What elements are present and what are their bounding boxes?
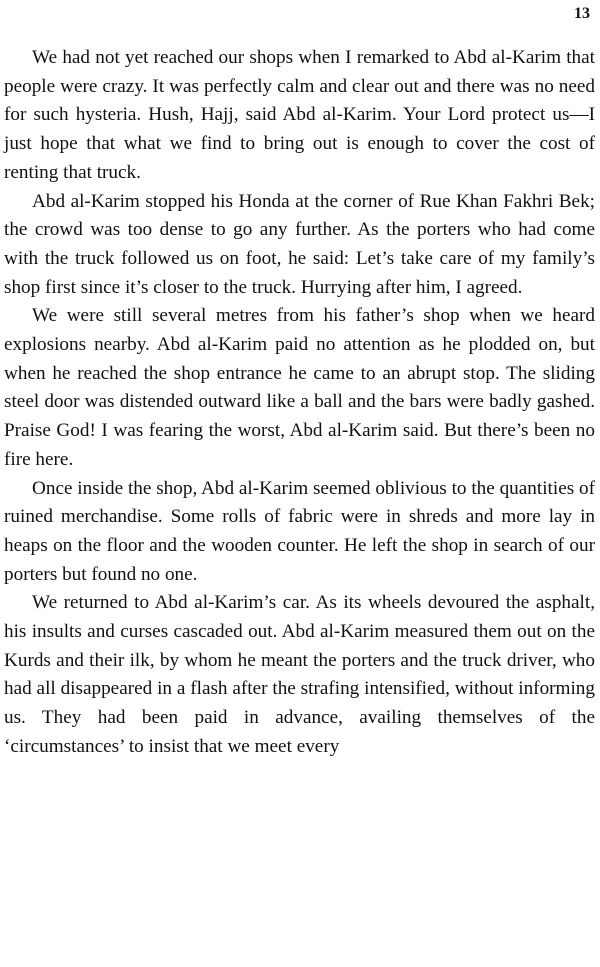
- paragraph-3: We were still several metres from his father’s shop when we heard explosions nearby. Abd al-Karim paid no attention as he plodded on, but when he reached the shop entrance he came to an abrupt stop. The sliding steel door was distended outward like a ball and the bars were badly gashed. Praise God! I was fearing the worst, Abd al-Karim said. But there’s been no fire here.: [4, 305, 595, 470]
- paragraph-4: Once inside the shop, Abd al-Karim seemed oblivious to the quantities of ruined merchandise. Some rolls of fabric were in shreds and more lay in heaps on the floor and the wooden counter. He left the shop in search of our porters but found no one.: [4, 477, 595, 585]
- paragraph-5: We returned to Abd al-Karim’s car. As its wheels devoured the asphalt, his insults and curses cascaded out. Abd al-Karim measured them out on the Kurds and their ilk, by whom he meant the porters and the truck driver, who had all disappeared in a flash after the strafing intensified, without informing us. They had been paid in advance, availing themselves of the ‘circumstances’ to insist that we meet every: [4, 592, 595, 757]
- paragraph-1: We had not yet reached our shops when I remarked to Abd al-Karim that people were crazy. It was perfectly calm and clear out and there was no need for such hysteria. Hush, Hajj, said Abd al-Karim. Your Lord protect us—I just hope that what we find to bring out is enough to cover the cost of renting that truck.: [4, 47, 595, 183]
- page-number: 13: [574, 5, 590, 22]
- paragraph-2: Abd al-Karim stopped his Honda at the corner of Rue Khan Fakhri Bek; the crowd was too dense to go any further. As the porters who had come with the truck followed us on foot, he said: Let’s take care of my family’s shop first since it’s closer to the truck. Hurrying after him, I agreed.: [4, 190, 595, 298]
- body-text: [4, 44, 595, 762]
